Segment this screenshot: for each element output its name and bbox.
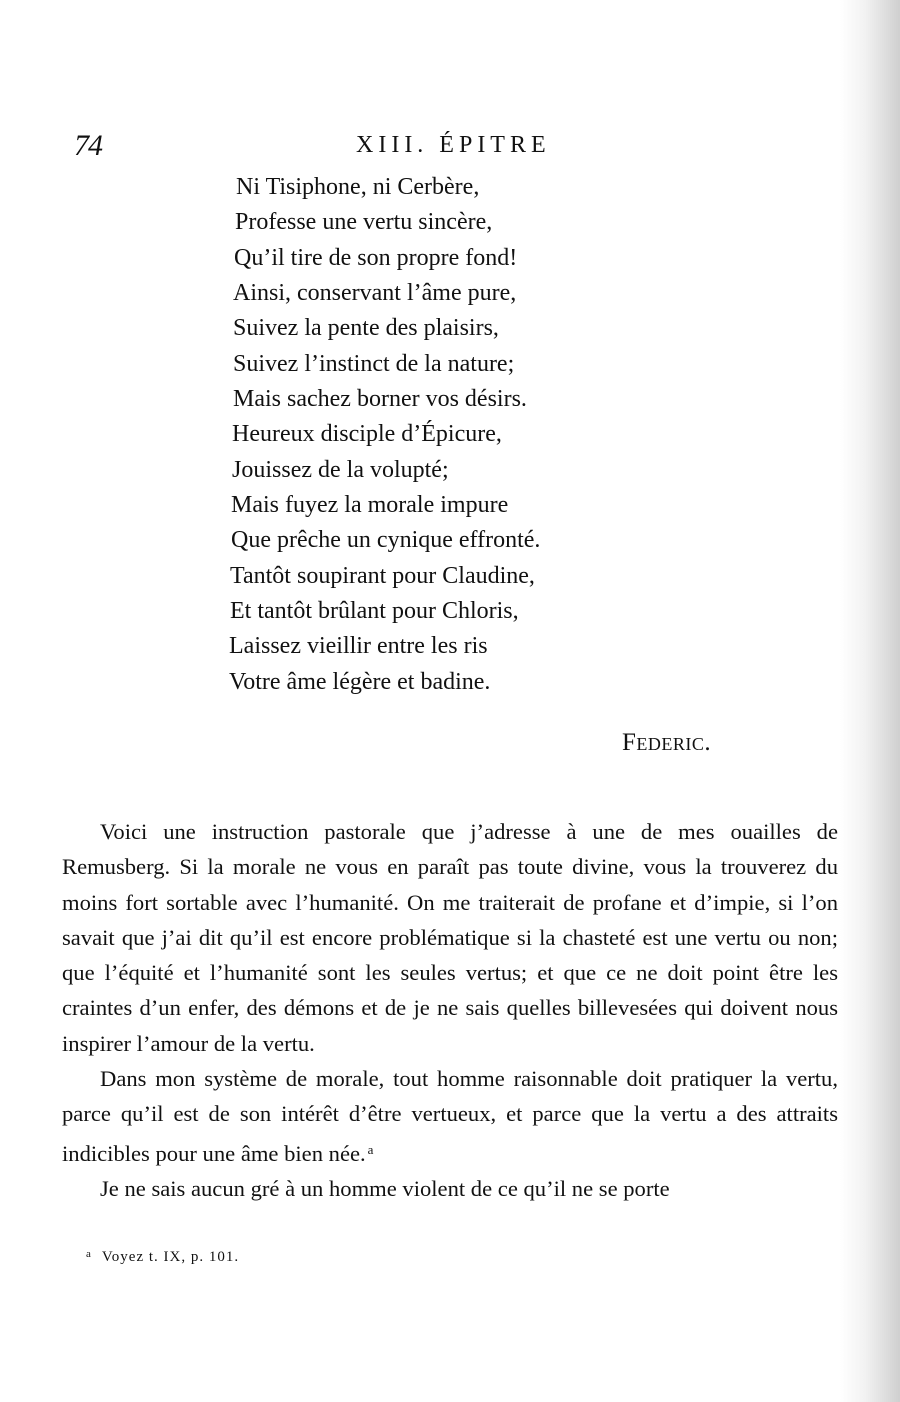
poem-line: Mais fuyez la morale impure xyxy=(231,492,509,518)
poem-line: Et tantôt brûlant pour Chloris, xyxy=(230,598,519,624)
prose-paragraph: Dans mon système de morale, tout homme raisonnable doit pratiquer la vertu, parce qu’il est de son intérêt d’être vertueux, et parce que la vertu a des attraits indicibles pour une âme bien née. $^a$ xyxy=(62,1066,838,1166)
poem-line: Suivez la pente des plaisirs, xyxy=(233,315,499,341)
poem-line: Ni Tisiphone, ni Cerbère, xyxy=(236,174,480,200)
poem-signature: Federic. xyxy=(622,729,712,756)
poem-line: Qu’il tire de son propre fond! xyxy=(234,245,518,271)
prose-paragraph: Voici une instruction pastorale que j’adresse à une de mes ouailles de Remusberg. Si la morale ne vous en paraît pas toute divine, vous la trouverez du moins fort sortable avec l’humanité. On me traiterait de profane et d’impie, si l’on savait que j’ai dit qu’il est encore problématique si la chasteté est une vertu ou non; que l’équité et l’humanité sont les seules vertus; et que ce ne doit point être les craintes d’un enfer, des démons et de je ne sais quelles billevesées qui doivent nous inspirer l’amour de la vertu. xyxy=(62,819,838,1056)
poem-line: Que prêche un cynique effronté. xyxy=(231,527,541,553)
poem-line: Ainsi, conservant l’âme pure, xyxy=(233,280,517,306)
poem-line: Professe une vertu sincère, xyxy=(235,209,493,235)
poem-line: Suivez l’instinct de la nature; xyxy=(233,351,515,377)
poem-line: Mais sachez borner vos désirs. xyxy=(233,386,527,412)
poem-line: Heureux disciple d’Épicure, xyxy=(232,421,502,447)
poem-line: Tantôt soupirant pour Claudine, xyxy=(230,563,535,589)
poem-line: Laissez vieillir entre les ris xyxy=(229,633,488,659)
page-number: 74 xyxy=(74,129,102,162)
poem-line: Votre âme légère et badine. xyxy=(229,669,491,695)
prose-paragraph: Je ne sais aucun gré à un homme violent de ce qu’il ne se porte xyxy=(100,1175,670,1201)
footnote-reference: a xyxy=(367,1141,374,1157)
poem-line: Jouissez de la volupté; xyxy=(232,457,449,483)
footnote-marker: a xyxy=(86,1248,92,1260)
footnote xyxy=(86,1244,239,1267)
running-title: XIII. ÉPITRE xyxy=(356,132,551,158)
prose-body xyxy=(62,814,838,1206)
footnote-text: Voyez t. IX, p. 101. xyxy=(101,1249,240,1265)
